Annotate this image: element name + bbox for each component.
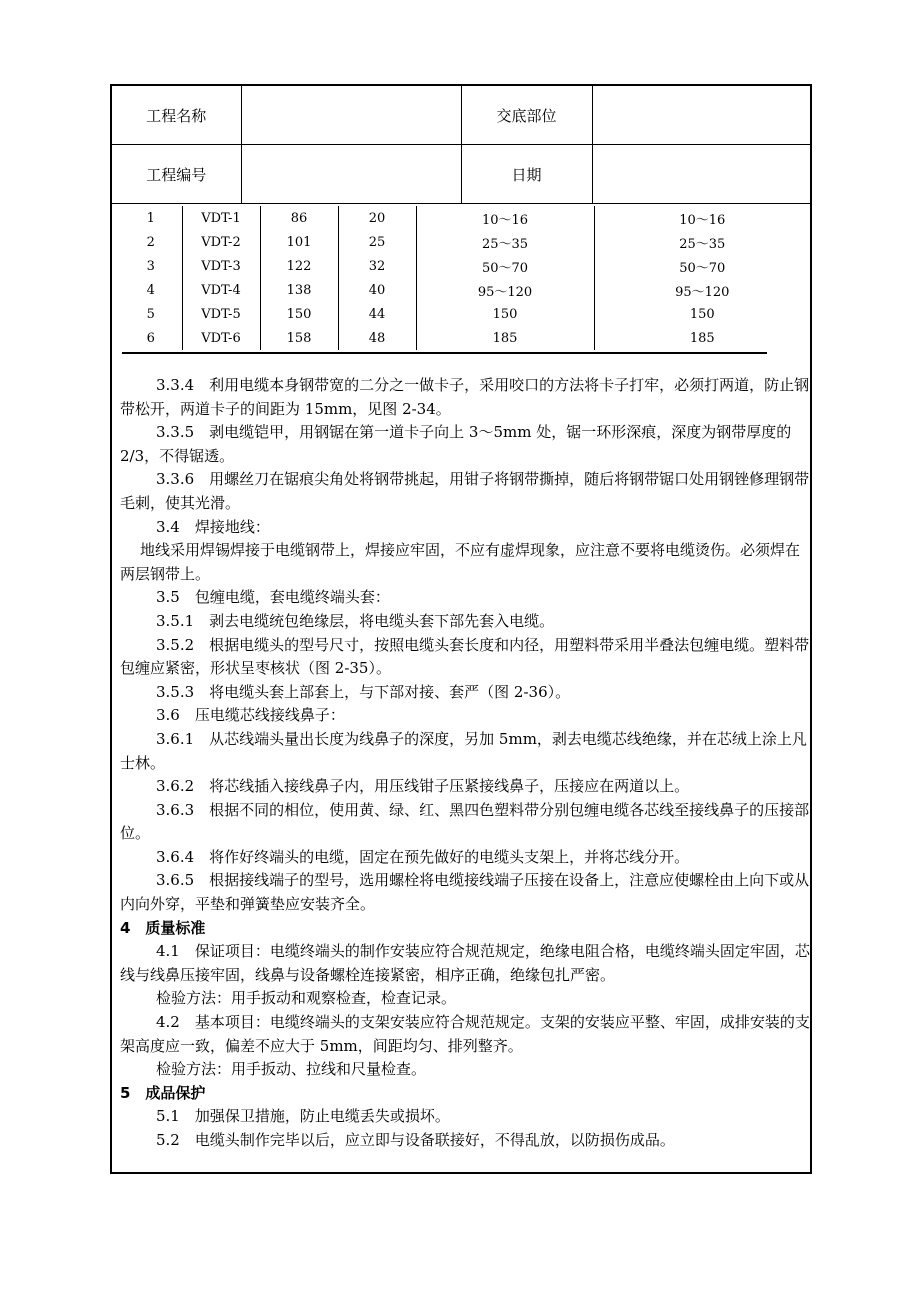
table-cell: 48 [338,326,416,350]
table-cell: 1 [146,210,155,226]
paragraph-3-6-5: 3.6.5 根据接线端子的型号，选用螺栓将电缆接线端子压接在设备上，注意应使螺栓由上向下或从内向外穿，平垫和弹簧垫应安装齐全。 [120,871,810,914]
paragraph-3-3-4: 3.3.4 利用电缆本身钢带宽的二分之一做卡子，采用咬口的方法将卡子打牢，必须打两道，防止钢带松开，两道卡子的间距为 15mm，见图 2-34。 [120,376,810,418]
paragraph-3-4: 3.4 焊接地线： [156,517,270,536]
table-cell: 40 [338,278,416,302]
table-row [120,254,810,278]
date-label: 日期 [461,145,592,204]
table-cell: VDT-4 [182,278,260,302]
table-cell: 10～16 [416,206,594,230]
table-cell: 50～70 [594,254,810,278]
table-cell: 32 [338,254,416,278]
paragraph-3-6-1: 3.6.1 从芯线端头量出长度为线鼻子的深度，另加 5mm，剥去电缆芯线绝缘，并在芯绒上涂上凡士林。 [120,729,807,772]
date-value [592,145,810,204]
paragraph-3-3-5: 3.3.5 剥电缆铠甲，用钢锯在第一道卡子向上 3～5mm 处，锯一环形深痕，深度为钢带厚度的 2/3，不得锯透。 [120,423,792,465]
table-cell: 138 [260,278,338,302]
table-cell: 25～35 [594,230,810,254]
table-cell: 44 [338,302,416,326]
table-cell: 150 [416,302,594,326]
header-row-1 [112,86,810,145]
table-cell: VDT-5 [182,302,260,326]
table-cell: 6 [146,330,155,346]
table-cell: 25～35 [416,230,594,254]
paragraph-4-2: 4.2 基本项目：电缆终端头的支架安装应符合规范规定。支架的安装应平整、牢固，成排安装的支架高度应一致，偏差不应大于 5mm，间距均匀、排列整齐。 [120,1013,810,1055]
table-cell: 2 [146,234,155,250]
table-cell: 101 [260,230,338,254]
paragraph-5-2: 5.2 电缆头制作完毕以后，应立即与设备联接好，不得乱放，以防损伤成品。 [156,1131,675,1149]
table-cell: 4 [146,282,155,298]
table-cell: VDT-1 [182,206,260,230]
table-bottom-rule [122,352,767,354]
paragraph-inspection-2: 检验方法：用手扳动、拉线和尺量检查。 [156,1060,427,1079]
paragraph-3-5-2: 3.5.2 根据电缆头的型号尺寸，按照电缆头套长度和内径，用塑料带采用半叠法包缠电缆。塑料带包缠应紧密，形状呈枣核状（图 2-35）。 [120,635,810,678]
paragraph-3-6-2: 3.6.2 将芯线插入接线鼻子内，用压线钳子压紧接线鼻子，压接应在两道以上。 [156,777,690,796]
table-cell: 150 [260,302,338,326]
table-cell: 3 [146,258,155,274]
table-cell: VDT-3 [182,254,260,278]
paragraph-ground-wire: 地线采用焊锡焊接于电缆钢带上，焊接应牢固，不应有虚焊现象，应注意不要将电缆烫伤。必须焊在两层钢带上。 [120,541,801,583]
paragraph-3-6-4: 3.6.4 将作好终端头的电缆，固定在预先做好的电缆头支架上，并将芯线分开。 [156,847,690,866]
paragraph-3-5: 3.5 包缠电缆，套电缆终端头套： [156,588,390,607]
table-cell: 95～120 [416,278,594,302]
table-cell: VDT-6 [182,326,260,350]
header-table [112,86,810,204]
project-number-value [241,145,461,204]
table-cell: 158 [260,326,338,350]
section-heading-protection: 5 成品保护 [120,1083,206,1102]
handover-part-value [592,86,810,145]
table-cell: 95～120 [594,278,810,302]
table-cell: 20 [338,206,416,230]
table-cell: 5 [146,306,155,322]
body-text [120,374,810,1153]
spec-table [120,206,810,350]
table-cell: 150 [594,302,810,326]
table-row [120,230,810,254]
table-row [120,206,810,230]
table-cell: 185 [416,326,594,350]
project-number-label: 工程编号 [112,145,241,204]
paragraph-4-1: 4.1 保证项目：电缆终端头的制作安装应符合规范规定，绝缘电阻合格，电缆终端头固定牢固，芯线与线鼻压接牢固，线鼻与设备螺栓连接紧密，相序正确，绝缘包扎严密。 [120,942,810,984]
paragraph-5-1: 5.1 加强保卫措施，防止电缆丢失或损坏。 [156,1107,450,1126]
project-name-value [241,86,461,145]
table-cell: VDT-2 [182,230,260,254]
header-row-2 [112,145,810,204]
table-cell: 185 [594,326,810,350]
table-cell: 10～16 [594,206,810,230]
table-cell: 122 [260,254,338,278]
table-cell: 50～70 [416,254,594,278]
table-cell: 86 [260,206,338,230]
paragraph-3-6: 3.6 压电缆芯线接线鼻子： [156,706,345,725]
table-row [120,302,810,326]
project-name-label: 工程名称 [112,86,241,145]
document-frame [110,84,812,1174]
table-row [120,326,810,350]
paragraph-3-5-1: 3.5.1 剥去电缆统包绝缘层，将电缆头套下部先套入电缆。 [156,611,555,630]
paragraph-3-3-6: 3.3.6 用螺丝刀在锯痕尖角处将钢带挑起，用钳子将钢带撕掉，随后将钢带锯口处用钢锉修理钢带毛刺，使其光滑。 [120,470,810,512]
section-heading-quality: 4 质量标准 [120,918,206,937]
paragraph-3-5-3: 3.5.3 将电缆头套上部套上，与下部对接、套严（图 2-36）。 [156,682,571,701]
table-row [120,278,810,302]
handover-part-label: 交底部位 [461,86,592,145]
table-cell: 25 [338,230,416,254]
paragraph-inspection-1: 检验方法：用手扳动和观察检查，检查记录。 [156,989,457,1008]
paragraph-3-6-3: 3.6.3 根据不同的相位，使用黄、绿、红、黑四色塑料带分别包缠电缆各芯线至接线鼻子的压接部位。 [120,800,810,843]
